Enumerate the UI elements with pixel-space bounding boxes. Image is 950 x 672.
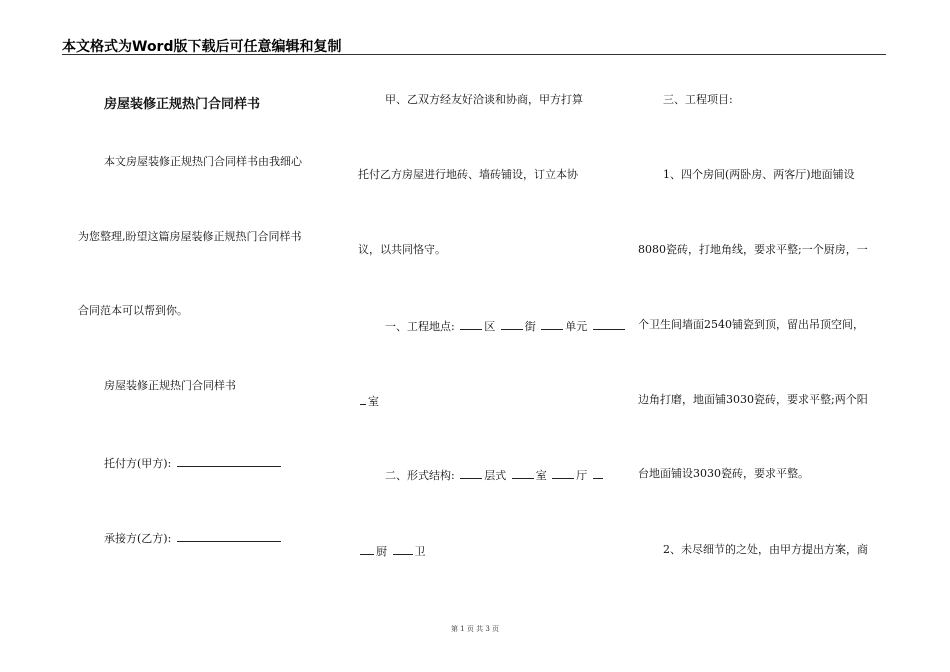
room-no-blank-a[interactable] <box>593 318 625 330</box>
paragraph-line: 8080瓷砖，打地角线，要求平整;一个厨房，一 <box>638 243 868 256</box>
kitchen-bath-line <box>358 543 426 559</box>
district-label: 区 <box>484 320 496 333</box>
unit-label: 单元 <box>565 320 588 333</box>
district-blank[interactable] <box>460 318 482 330</box>
subtitle-line: 房屋装修正规热门合同样书 <box>104 379 236 392</box>
paragraph-line: 为您整理,盼望这篇房屋装修正规热门合同样书 <box>78 230 302 243</box>
bathroom-label: 卫 <box>414 545 426 558</box>
location-label: 一、工程地点: <box>385 320 455 333</box>
rooms-blank[interactable] <box>512 467 534 479</box>
party-b-label: 承接方(乙方): <box>104 532 172 545</box>
room-no-line <box>358 393 379 409</box>
paragraph-line: 甲、乙双方经友好洽谈和协商，甲方打算 <box>385 93 583 106</box>
party-a-label: 托付方(甲方): <box>104 457 172 470</box>
rooms-label: 室 <box>535 469 547 482</box>
kitchen-blank-b[interactable] <box>360 543 374 555</box>
page-header: 本文格式为Word版下载后可任意编辑和复制 <box>62 39 342 55</box>
party-b-line <box>104 530 283 546</box>
paragraph-line: 台地面铺设3030瓷砖，要求平整。 <box>638 467 809 480</box>
floor-blank[interactable] <box>460 467 482 479</box>
kitchen-label: 厨 <box>376 545 387 558</box>
halls-label: 厅 <box>576 469 588 482</box>
structure-line <box>385 467 605 483</box>
document-title: 房屋装修正规热门合同样书 <box>104 97 261 112</box>
room-label: 室 <box>368 395 379 408</box>
section-heading: 三、工程项目: <box>663 93 733 106</box>
page-number: 第 1 页 共 3 页 <box>450 625 500 633</box>
bathroom-blank[interactable] <box>393 543 413 555</box>
party-b-blank[interactable] <box>177 530 281 542</box>
paragraph-line: 本文房屋装修正规热门合同样书由我细心 <box>104 155 302 168</box>
paragraph-line: 2、未尽细节的之处，由甲方提出方案，商 <box>663 543 868 556</box>
header-rule <box>62 54 886 55</box>
street-blank[interactable] <box>501 318 523 330</box>
structure-label: 二、形式结构: <box>385 469 455 482</box>
party-a-line <box>104 455 283 471</box>
paragraph-line: 个卫生间墙面2540铺瓷到顶，留出吊顶空间， <box>638 318 864 331</box>
paragraph-line: 1、四个房间(两卧房、两客厅)地面铺设 <box>663 168 855 181</box>
kitchen-blank-a[interactable] <box>593 467 603 479</box>
paragraph-line: 合同范本可以帮到你。 <box>78 304 188 317</box>
paragraph-line: 托付乙方房屋进行地砖、墙砖铺设，订立本协 <box>358 168 578 181</box>
paragraph-line: 议，以共同恪守。 <box>358 243 446 256</box>
location-line <box>385 318 627 334</box>
unit-blank[interactable] <box>541 318 563 330</box>
halls-blank[interactable] <box>552 467 574 479</box>
room-no-blank-b[interactable] <box>360 393 366 405</box>
street-label: 街 <box>524 320 536 333</box>
floor-label: 层式 <box>484 469 507 482</box>
party-a-blank[interactable] <box>177 455 281 467</box>
paragraph-line: 边角打磨，地面铺3030瓷砖，要求平整;两个阳 <box>638 393 868 406</box>
